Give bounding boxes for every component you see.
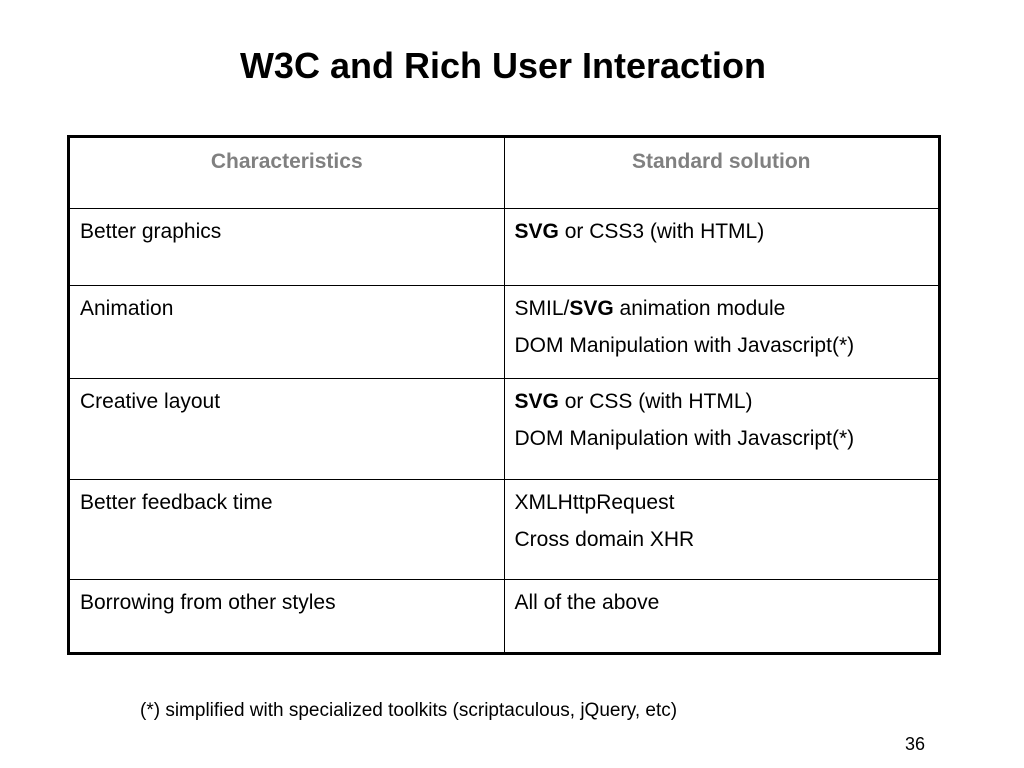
table-row xyxy=(69,480,940,580)
characteristic-cell: Better graphics xyxy=(69,209,505,286)
solution-line: Cross domain XHR xyxy=(514,528,695,551)
header-standard-solution: Standard solution xyxy=(504,137,940,209)
solution-cell xyxy=(504,379,940,480)
solution-keyword: SVG xyxy=(514,220,559,243)
solution-line xyxy=(515,383,929,420)
solution-cell xyxy=(504,209,940,286)
characteristic-cell: Better feedback time xyxy=(69,480,505,580)
solution-keyword: SVG xyxy=(514,390,559,413)
slide-title: W3C and Rich User Interaction xyxy=(239,45,767,86)
solution-line: XMLHttpRequest xyxy=(514,491,675,514)
table-row xyxy=(69,286,940,379)
characteristic-cell: Borrowing from other styles xyxy=(69,580,505,654)
solution-line xyxy=(515,290,929,327)
page-number: 36 xyxy=(905,734,926,754)
table-row xyxy=(69,580,940,654)
solution-text: or CSS3 (with HTML) xyxy=(558,220,765,243)
solution-cell xyxy=(504,580,940,654)
solution-line: All of the above xyxy=(514,591,660,614)
solution-keyword: SVG xyxy=(569,297,614,320)
table-header-row xyxy=(69,137,940,209)
solution-line xyxy=(515,213,929,250)
solution-cell xyxy=(504,286,940,379)
table-row xyxy=(69,209,940,286)
characteristic-cell: Creative layout xyxy=(69,379,505,480)
solution-line: DOM Manipulation with Javascript(*) xyxy=(514,334,855,357)
comparison-table xyxy=(67,135,941,655)
solution-text: or CSS (with HTML) xyxy=(558,390,753,413)
table-row xyxy=(69,379,940,480)
solution-text: animation module xyxy=(613,297,786,320)
solution-prefix: SMIL/ xyxy=(514,297,570,320)
solution-line: DOM Manipulation with Javascript(*) xyxy=(514,427,855,450)
header-characteristics: Characteristics xyxy=(69,137,505,209)
solution-cell xyxy=(504,480,940,580)
footnote: (*) simplified with specialized toolkits (scriptaculous, jQuery, etc) xyxy=(140,700,678,721)
characteristic-cell: Animation xyxy=(69,286,505,379)
